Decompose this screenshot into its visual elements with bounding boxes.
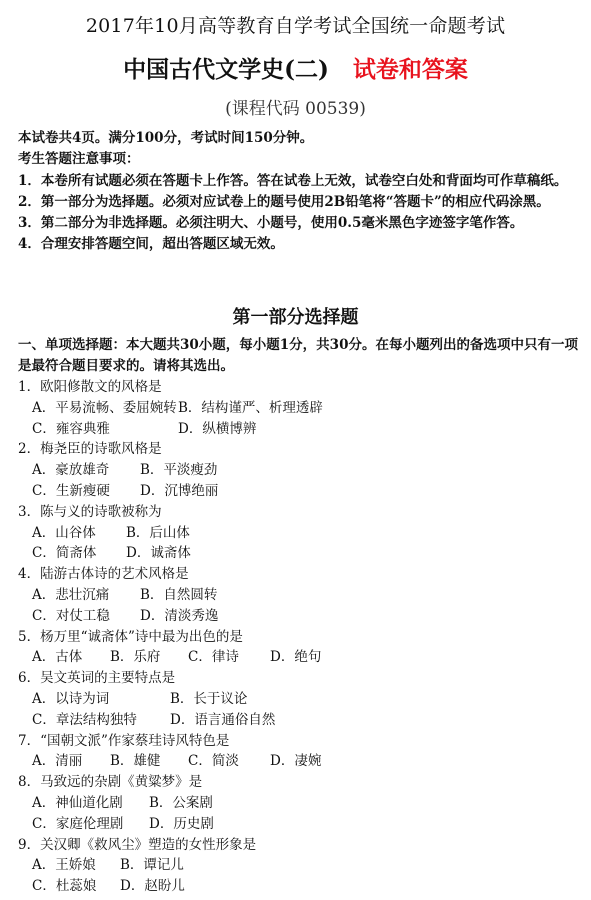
note-line: 1．本卷所有试题必须在答题卡上作答。答在试卷上无效，试卷空白处和背面均可作草稿纸。 <box>18 172 568 189</box>
answer-option: A．山谷体 <box>32 524 96 541</box>
option-row <box>18 710 580 731</box>
option-row <box>18 855 580 876</box>
question-list <box>18 377 580 897</box>
answer-option: D．清淡秀逸 <box>140 607 219 624</box>
option-row <box>18 481 580 502</box>
answer-option: B．结构谨严、析理透辟 <box>178 399 323 416</box>
answer-option: C．家庭伦理剧 <box>32 815 124 832</box>
answer-option: A．神仙道化剧 <box>32 794 123 811</box>
red-title: 试卷和答案 <box>352 56 468 83</box>
note-line: 2．第一部分为选择题。必须对应试卷上的题号使用2B铅笔将“答题卡”的相应代码涂黑。 <box>18 193 550 210</box>
question-stem: 2．梅尧臣的诗歌风格是 <box>18 441 162 458</box>
question-stem: 1．欧阳修散文的风格是 <box>18 379 162 395</box>
answer-option: C．章法结构独特 <box>32 711 137 728</box>
answer-option: A．清丽 <box>32 753 83 770</box>
answer-option: D．凄婉 <box>270 753 322 770</box>
answer-option: D．诚斋体 <box>126 545 191 562</box>
answer-option: B．谭记儿 <box>120 857 184 874</box>
question-stem: 6．吴文英词的主要特点是 <box>18 670 176 687</box>
course-code: (课程代码 00539) <box>225 99 366 119</box>
exam-header-line: 2017年10月高等教育自学考试全国统一命题考试 <box>85 15 506 37</box>
answer-option: C．杜蕊娘 <box>32 878 97 895</box>
question-stem: 3．陈与义的诗歌被称为 <box>18 503 162 520</box>
answer-option: A．悲壮沉痛 <box>32 586 110 603</box>
answer-option: B．自然圆转 <box>140 586 218 603</box>
note-line: 3．第二部分为非选择题。必须注明大、小题号，使用0.5毫米黑色字迹签字笔作答。 <box>18 215 524 232</box>
answer-option: B．长于议论 <box>170 690 248 707</box>
answer-option: B．公案剧 <box>149 794 213 811</box>
answer-option: D．绝句 <box>270 649 322 666</box>
answer-option: B．乐府 <box>110 649 161 666</box>
question-stem: 7．“国朝文派”作家蔡珪诗风特色是 <box>18 732 230 749</box>
answer-option: C．简斋体 <box>32 545 97 562</box>
question-stem: 8．马致远的杂剧《黄粱梦》是 <box>18 774 203 791</box>
option-row <box>18 398 580 419</box>
answer-option: D．语言通俗自然 <box>170 711 276 728</box>
option-row <box>18 543 580 564</box>
answer-option: B．后山体 <box>126 524 190 541</box>
option-row <box>18 876 580 897</box>
answer-option: B．雄健 <box>110 753 161 770</box>
answer-option: A．豪放雄奇 <box>32 462 110 479</box>
answer-option: D．沉博绝丽 <box>140 482 219 499</box>
answer-option: D．纵横博辨 <box>178 420 257 437</box>
option-row <box>18 793 580 814</box>
exam-notes <box>18 128 580 256</box>
answer-option: A．古体 <box>32 649 83 666</box>
option-row <box>18 647 580 668</box>
answer-option: C．生新瘦硬 <box>32 482 110 499</box>
answer-option: A．王娇娘 <box>32 857 96 874</box>
option-row <box>18 523 580 544</box>
option-row <box>18 751 580 772</box>
answer-option: D．历史剧 <box>149 815 214 832</box>
note-line: 4．合理安排答题空间，超出答题区域无效。 <box>18 236 284 253</box>
title-line <box>0 51 591 84</box>
answer-option: B．平淡瘦劲 <box>140 462 218 479</box>
question-stem: 4．陆游古体诗的艺术风格是 <box>18 566 189 583</box>
answer-option: A．以诗为词 <box>32 690 110 707</box>
question-stem: 5．杨万里“诚斋体”诗中最为出色的是 <box>18 628 243 645</box>
answer-option: C．律诗 <box>188 649 239 666</box>
question-stem: 9．关汉卿《救风尘》塑造的女性形象是 <box>18 836 257 853</box>
answer-option: C．雍容典雅 <box>32 420 110 437</box>
option-row <box>18 689 580 710</box>
answer-option: A．平易流畅、委屈婉转 <box>32 399 177 416</box>
option-row <box>18 419 580 440</box>
answer-option: C．简淡 <box>188 753 239 770</box>
course-title: 中国古代文学史(二) <box>123 56 329 83</box>
note-line: 本试卷共4页。满分100分，考试时间150分钟。 <box>18 130 314 146</box>
answer-option: D．赵盼儿 <box>120 878 185 895</box>
section-instruction: 一、单项选择题：本大题共30小题，每小题1分，共30分。在每小题列出的备选项中只有一项是最符合题目要求的。请将其选出。 <box>18 337 578 374</box>
option-row <box>18 460 580 481</box>
option-row <box>18 814 580 835</box>
note-line: 考生答题注意事项： <box>18 151 140 168</box>
section-title: 第一部分选择题 <box>232 307 359 328</box>
option-row <box>18 585 580 606</box>
answer-option: C．对仗工稳 <box>32 607 110 624</box>
option-row <box>18 606 580 627</box>
